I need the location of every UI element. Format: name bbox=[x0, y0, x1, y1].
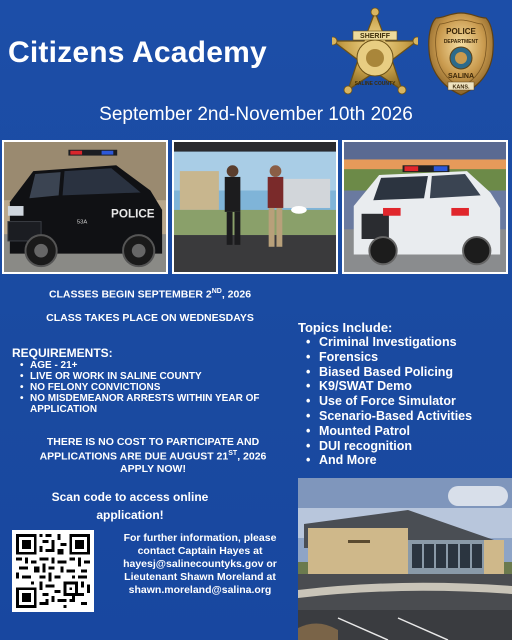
car-door-text: POLICE bbox=[111, 207, 155, 221]
requirement-item: • NO MISDEMEANOR ARRESTS WITHIN YEAR OF APPLICATION bbox=[20, 393, 300, 415]
photo-building bbox=[298, 478, 512, 640]
police-badge-city-text: SALINA bbox=[447, 73, 475, 80]
program-dates: September 2nd-November 10th 2026 bbox=[99, 104, 413, 125]
sheriff-badge-icon bbox=[332, 6, 418, 104]
photo-force-simulator bbox=[172, 140, 338, 274]
requirements-heading: REQUIREMENTS: bbox=[12, 346, 113, 360]
requirement-item: • NO FELONY CONVICTIONS bbox=[20, 382, 300, 393]
class-schedule-text: CLASS TAKES PLACE ON WEDNESDAYS bbox=[46, 312, 254, 324]
police-badge-middle-text: DEPARTMENT bbox=[443, 39, 479, 45]
topic-item: • Biased Based Policing bbox=[306, 365, 512, 380]
police-badge-icon bbox=[426, 10, 496, 98]
topic-item: • Criminal Investigations bbox=[306, 335, 512, 350]
contact-email-moreland: shawn.moreland@salina.org bbox=[128, 584, 272, 596]
contact-email-hayes: hayesj@salinecountyks.gov or bbox=[123, 558, 277, 570]
photo-white-police-suv bbox=[342, 140, 508, 274]
page-title: Citizens Academy bbox=[8, 36, 267, 69]
requirements-list bbox=[20, 360, 300, 415]
police-badge-top-text: POLICE bbox=[446, 27, 476, 36]
car-number-text: 53A bbox=[76, 219, 88, 226]
topic-item: • Forensics bbox=[306, 350, 512, 365]
sheriff-badge-bottom-text: SALINE COUNTY bbox=[354, 81, 396, 87]
requirement-item: • LIVE OR WORK IN SALINE COUNTY bbox=[20, 371, 300, 382]
sheriff-badge-top-text: SHERIFF bbox=[360, 33, 390, 40]
contact-info: For further information, please contact Captain Hayes at hayesj@salinecountyks.gov or Lieutenant Shawn Moreland at shawn.moreland@salina.org bbox=[100, 532, 300, 597]
classes-begin-text: CLASSES BEGIN SEPTEMBER 2ND, 2026 bbox=[48, 288, 252, 301]
topics-list bbox=[306, 335, 512, 468]
topic-item: • Scenario-Based Activities bbox=[306, 409, 512, 424]
requirement-item: • AGE - 21+ bbox=[20, 360, 300, 371]
topic-item: • Mounted Patrol bbox=[306, 424, 512, 439]
topic-item: • Use of Force Simulator bbox=[306, 394, 512, 409]
topics-heading: Topics Include: bbox=[298, 320, 393, 335]
photo-police-suv bbox=[2, 140, 168, 274]
police-badge-state-text: KANS. bbox=[452, 84, 470, 91]
scan-code-text: Scan code to access online application! bbox=[51, 490, 209, 522]
topic-item: • And More bbox=[306, 453, 512, 468]
qr-code-icon[interactable] bbox=[12, 530, 94, 612]
topic-item: • K9/SWAT Demo bbox=[306, 379, 512, 394]
topic-item: • DUI recognition bbox=[306, 439, 512, 454]
cost-deadline-text: THERE IS NO COST TO PARTICIPATE AND APPLICATIONS ARE DUE AUGUST 21ST, 2026 APPLY NOW! bbox=[39, 436, 267, 475]
